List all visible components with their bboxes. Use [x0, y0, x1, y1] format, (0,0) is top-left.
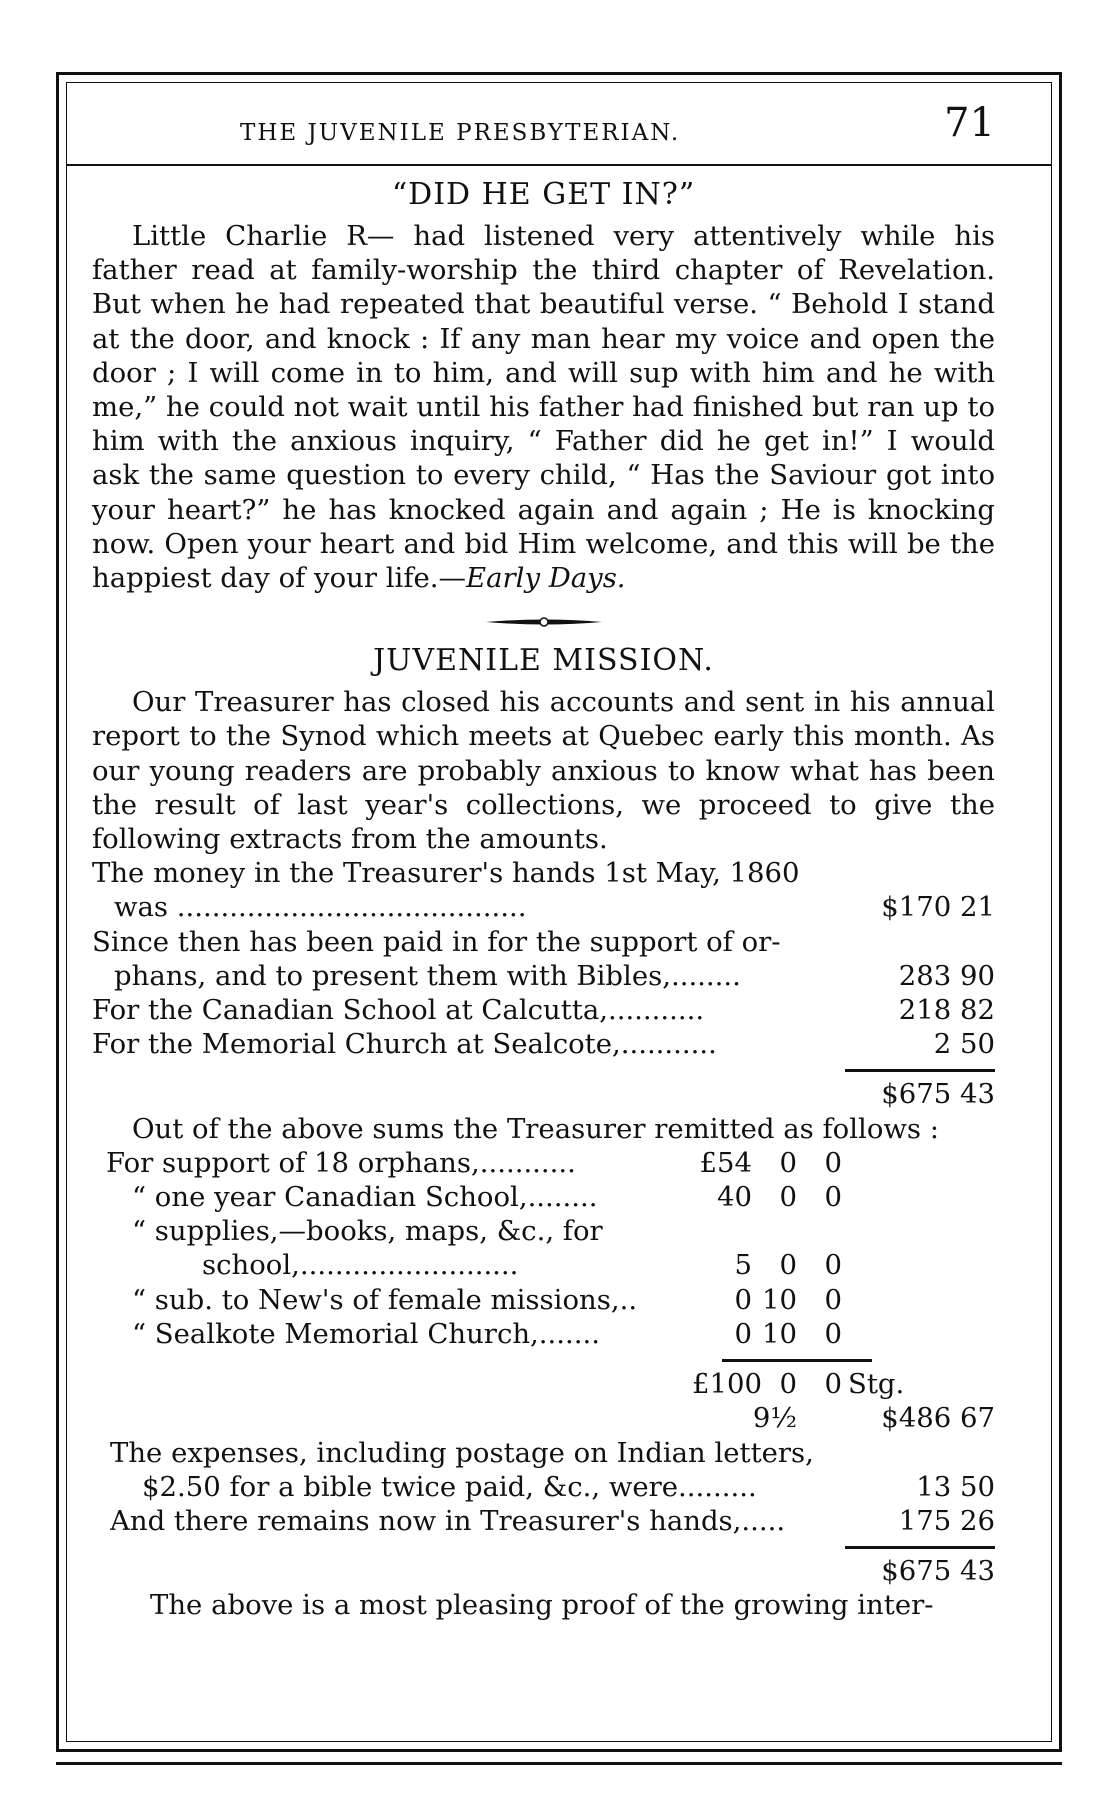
sterling-sum-rule — [92, 1351, 995, 1367]
expense-label: And there remains now in Treasurer's hands,..... — [110, 1504, 786, 1537]
expense-amount: 13 50 — [916, 1470, 995, 1503]
article-source: Early Days. — [466, 562, 626, 595]
receipt-row — [92, 925, 995, 959]
receipt-label: For the Canadian School at Calcutta,........... — [92, 994, 705, 1027]
remittance-label: “ Sealkote Memorial Church,....... — [132, 1317, 600, 1350]
running-title: THE JUVENILE PRESBYTERIAN. — [240, 120, 681, 146]
receipt-row — [92, 890, 995, 924]
sum-rule — [92, 1061, 995, 1077]
remittance-label: “ supplies,—books, maps, &c., for — [132, 1215, 603, 1248]
sterling-total-pounds: £100 — [692, 1368, 762, 1401]
remittance-label: “ one year Canadian School,........ — [132, 1181, 598, 1214]
sterling-total-row — [92, 1367, 995, 1401]
mission-intro: Our Treasurer has closed his accounts and sent in his annual report to the Synod which meets at Quebec early this month. As our young readers are probably anxious to know what has been the result of last year's collections, we proceed to give the following extracts from the amounts. — [92, 686, 995, 856]
pounds: 0 — [734, 1317, 752, 1350]
exchange-amount: $486 67 — [881, 1402, 995, 1435]
remittance-label: “ sub. to New's of female missions,.. — [132, 1283, 638, 1316]
running-header — [90, 100, 995, 162]
pence: 0 — [824, 1249, 842, 1282]
remittance-label: school,......................... — [202, 1249, 519, 1282]
expense-label: $2.50 for a bible twice paid, &c., were......... — [142, 1470, 757, 1503]
pence: 0 — [824, 1146, 842, 1179]
expense-row — [92, 1436, 995, 1470]
remittance-row — [92, 1317, 995, 1351]
receipt-amount: $170 21 — [881, 891, 995, 924]
closing-line: The above is a most pleasing proof of the growing inter- — [150, 1589, 934, 1622]
section-ornament — [92, 605, 995, 635]
receipt-label: Since then has been paid in for the support of or- — [92, 925, 781, 958]
receipts-total: $675 43 — [881, 1078, 995, 1111]
pounds: 40 — [717, 1181, 752, 1214]
sterling-suffix: Stg. — [848, 1368, 905, 1401]
pence: 0 — [824, 1181, 842, 1214]
receipt-label: was ........................................ — [114, 891, 527, 924]
article-title-did-he-get-in: “DID HE GET IN?” — [391, 177, 696, 212]
ornament-rule-icon — [484, 615, 604, 629]
remittance-label: For support of 18 orphans,........... — [106, 1146, 576, 1179]
pounds: 5 — [734, 1249, 752, 1282]
exchange-rate: 9½ — [752, 1402, 797, 1435]
receipt-row — [92, 856, 995, 890]
receipt-amount: 283 90 — [898, 959, 995, 992]
shillings: 0 — [779, 1181, 797, 1214]
bottom-rule — [56, 1762, 1062, 1765]
remittance-row — [92, 1214, 995, 1248]
page-content — [92, 175, 995, 1623]
expense-row — [92, 1504, 995, 1538]
receipt-row — [92, 1027, 995, 1061]
remittance-row — [92, 1283, 995, 1317]
receipt-label: For the Memorial Church at Sealcote,........... — [92, 1028, 717, 1061]
remit-intro: Out of the above sums the Treasurer remitted as follows : — [132, 1112, 940, 1145]
pounds: £54 — [699, 1146, 752, 1179]
expense-amount: 175 26 — [898, 1504, 995, 1537]
receipt-amount: 2 50 — [933, 1028, 995, 1061]
remittances-list — [92, 1146, 995, 1351]
pounds: 0 — [734, 1283, 752, 1316]
remittance-row — [92, 1180, 995, 1214]
shillings: 10 — [762, 1317, 797, 1350]
receipt-amount: 218 82 — [898, 994, 995, 1027]
pence: 0 — [824, 1317, 842, 1350]
article-body-did-he-get-in — [92, 219, 995, 595]
shillings: 0 — [779, 1146, 797, 1179]
article-title-juvenile-mission: JUVENILE MISSION. — [373, 643, 714, 679]
final-total: $675 43 — [881, 1555, 995, 1588]
shillings: 0 — [779, 1249, 797, 1282]
page-number: 71 — [944, 100, 995, 146]
sterling-total-pence: 0 — [824, 1368, 842, 1401]
final-sum-rule — [92, 1538, 995, 1554]
receipt-row — [92, 959, 995, 993]
shillings: 10 — [762, 1283, 797, 1316]
remittance-row — [92, 1248, 995, 1282]
pence: 0 — [824, 1283, 842, 1316]
receipt-label: phans, and to present them with Bibles,........ — [114, 959, 741, 992]
expense-row — [92, 1470, 995, 1504]
header-rule — [66, 164, 1052, 166]
receipt-row — [92, 993, 995, 1027]
exchange-row — [92, 1401, 995, 1435]
sterling-total-shillings: 0 — [779, 1368, 797, 1401]
receipts-list — [92, 856, 995, 1061]
article-body-text: Little Charlie R— had listened very attentively while his father read at family-worship the third chapter of Revelation. But when he had repeated that beautiful verse. “ Behold I stand at the door, and knock : If any man hear my voice and open the door ; I will come in to him, and will sup with him and he with me,” he could not wait until his father had finished but ran up to him with the anxious inquiry, “ Father did he get in!” I would ask the same question to every child, “ Has the Saviour got into your heart?” he has knocked again and again ; He is knocking now. Open your heart and bid Him welcome, and this will be the happiest day of your life.— — [92, 220, 995, 595]
receipt-label: The money in the Treasurer's hands 1st May, 1860 — [92, 857, 800, 890]
expenses-list — [92, 1436, 995, 1539]
expense-label: The expenses, including postage on Indian letters, — [110, 1436, 814, 1469]
remittance-row — [92, 1146, 995, 1180]
